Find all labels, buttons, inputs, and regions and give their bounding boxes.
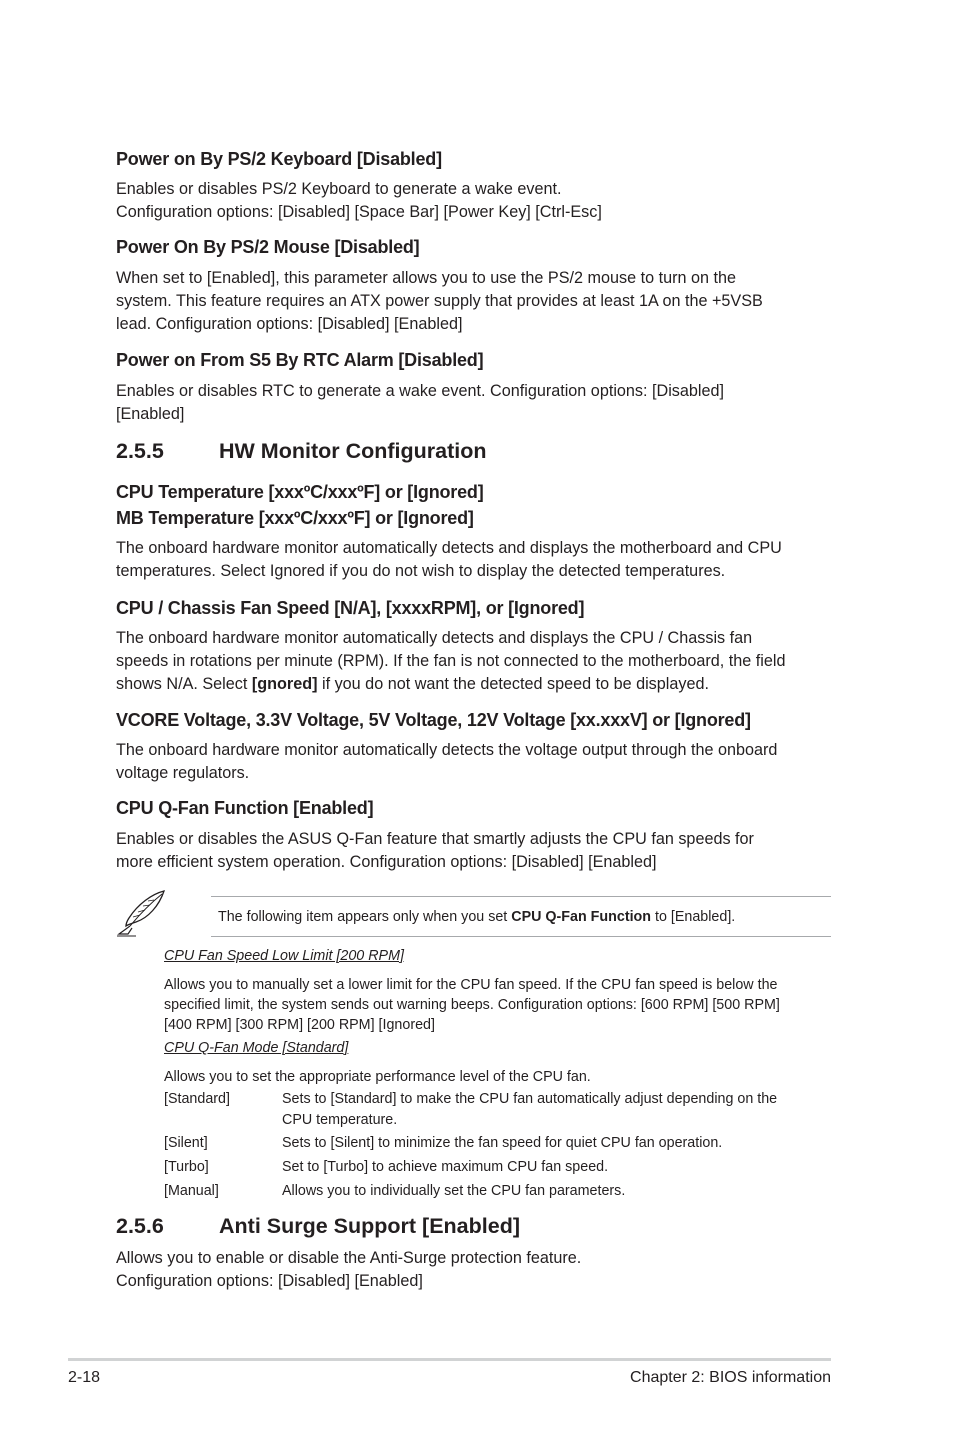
option-key: [Turbo]: [164, 1159, 209, 1175]
text-line: Configuration options: [Disabled] [Space Bar] [Power Key] [Ctrl-Esc]: [116, 203, 602, 221]
text-line: system. This feature requires an ATX power supply that provides at least 1A on the +5VSB: [116, 292, 763, 310]
text-run: to [Enabled].: [651, 909, 736, 925]
heading-cpu-qfan-function: CPU Q-Fan Function [Enabled]: [116, 798, 374, 818]
temperature-description: [116, 537, 782, 583]
subheading-qfan-mode: CPU Q-Fan Mode [Standard]: [164, 1040, 349, 1056]
option-description: Set to [Turbo] to achieve maximum CPU fan speed.: [282, 1159, 609, 1175]
text-line: Enables or disables RTC to generate a wake event. Configuration options: [Disabled]: [116, 382, 724, 400]
heading-rtc-alarm: Power on From S5 By RTC Alarm [Disabled]: [116, 350, 484, 370]
fan-low-limit-description: [164, 975, 780, 1035]
text-line: The onboard hardware monitor automatically detects and displays the CPU / Chassis fan: [116, 629, 753, 647]
bold-text: CPU Q-Fan Function: [511, 909, 652, 925]
text-line: Configuration options: [Disabled] [Enabled]: [116, 1272, 423, 1290]
qfan-mode-intro: Allows you to set the appropriate performance level of the CPU fan.: [164, 1069, 591, 1085]
text-line: lead. Configuration options: [Disabled] [Enabled]: [116, 315, 463, 333]
page-number: 2-18: [68, 1369, 101, 1386]
text-line: voltage regulators.: [116, 764, 250, 782]
text-line: Allows you to enable or disable the Anti-Surge protection feature.: [116, 1249, 582, 1267]
text-line: Allows you to manually set a lower limit for the CPU fan speed. If the CPU fan speed is below the: [164, 977, 778, 993]
text-run: if you do not want the detected speed to be displayed.: [317, 675, 709, 693]
anti-surge-description: [116, 1247, 581, 1293]
footer-rule: [68, 1358, 831, 1361]
qfan-mode-options: [164, 1089, 824, 1201]
text-line: speeds in rotations per minute (RPM). If the fan is not connected to the motherboard, the field: [116, 652, 786, 670]
heading-ps2-keyboard: Power on By PS/2 Keyboard [Disabled]: [116, 149, 442, 169]
option-description: Sets to [Standard] to make the CPU fan automatically adjust depending on the: [282, 1091, 778, 1107]
fan-speed-description: [116, 627, 785, 696]
section-heading-hw-monitor: [116, 439, 816, 467]
text-run: The following item appears only when you set: [218, 909, 512, 925]
subheading-fan-low-limit: CPU Fan Speed Low Limit [200 RPM]: [164, 948, 404, 964]
section-heading-anti-surge: [116, 1214, 816, 1242]
text-line: [400 RPM] [300 RPM] [200 RPM] [Ignored]: [164, 1017, 435, 1033]
note-text: [218, 907, 735, 927]
text-run: shows N/A. Select: [116, 675, 252, 693]
text-line: Enables or disables the ASUS Q-Fan feature that smartly adjusts the CPU fan speeds for: [116, 830, 754, 848]
ps2-keyboard-description: [116, 178, 602, 224]
text-line: The onboard hardware monitor automatically detects and displays the motherboard and CPU: [116, 539, 782, 557]
bold-text: [gnored]: [251, 675, 318, 693]
text-line: temperatures. Select Ignored if you do not wish to display the detected temperatures.: [116, 562, 726, 580]
heading-voltage: VCORE Voltage, 3.3V Voltage, 5V Voltage, 12V Voltage [xx.xxxV] or [Ignored]: [116, 710, 751, 730]
text-line: more efficient system operation. Configuration options: [Disabled] [Enabled]: [116, 853, 657, 871]
text-line: The onboard hardware monitor automatically detects the voltage output through the onboard: [116, 741, 778, 759]
section-number: 2.5.6: [116, 1214, 164, 1238]
text-line: When set to [Enabled], this parameter allows you to use the PS/2 mouse to turn on the: [116, 269, 736, 287]
option-description: Sets to [Silent] to minimize the fan speed for quiet CPU fan operation.: [282, 1135, 723, 1151]
option-key: [Silent]: [164, 1135, 208, 1151]
text-line: [Enabled]: [116, 405, 185, 423]
rtc-alarm-description: [116, 380, 724, 426]
note-top-rule: [211, 896, 831, 897]
heading-ps2-mouse: Power On By PS/2 Mouse [Disabled]: [116, 237, 420, 257]
heading-cpu-temperature: CPU Temperature [xxxºC/xxxºF] or [Ignored]: [116, 482, 484, 502]
option-description: Allows you to individually set the CPU fan parameters.: [282, 1183, 626, 1199]
text-line: Enables or disables PS/2 Keyboard to generate a wake event.: [116, 180, 562, 198]
text-line: [116, 673, 785, 696]
option-description: CPU temperature.: [282, 1112, 398, 1128]
heading-mb-temperature: MB Temperature [xxxºC/xxxºF] or [Ignored]: [116, 508, 474, 528]
feather-quill-icon: [114, 888, 170, 940]
section-title: Anti Surge Support [Enabled]: [219, 1214, 520, 1238]
ps2-mouse-description: [116, 267, 763, 336]
option-key: [Manual]: [164, 1183, 219, 1199]
section-title: HW Monitor Configuration: [219, 439, 487, 463]
option-key: [Standard]: [164, 1091, 230, 1107]
heading-fan-speed: CPU / Chassis Fan Speed [N/A], [xxxxRPM], or [Ignored]: [116, 598, 585, 618]
note-bottom-rule: [211, 936, 831, 937]
voltage-description: [116, 739, 777, 785]
chapter-label: Chapter 2: BIOS information: [630, 1369, 831, 1386]
cpu-qfan-description: [116, 828, 754, 874]
text-line: specified limit, the system sends out warning beeps. Configuration options: [600 RPM] [500 RPM]: [164, 997, 780, 1013]
section-number: 2.5.5: [116, 439, 164, 463]
